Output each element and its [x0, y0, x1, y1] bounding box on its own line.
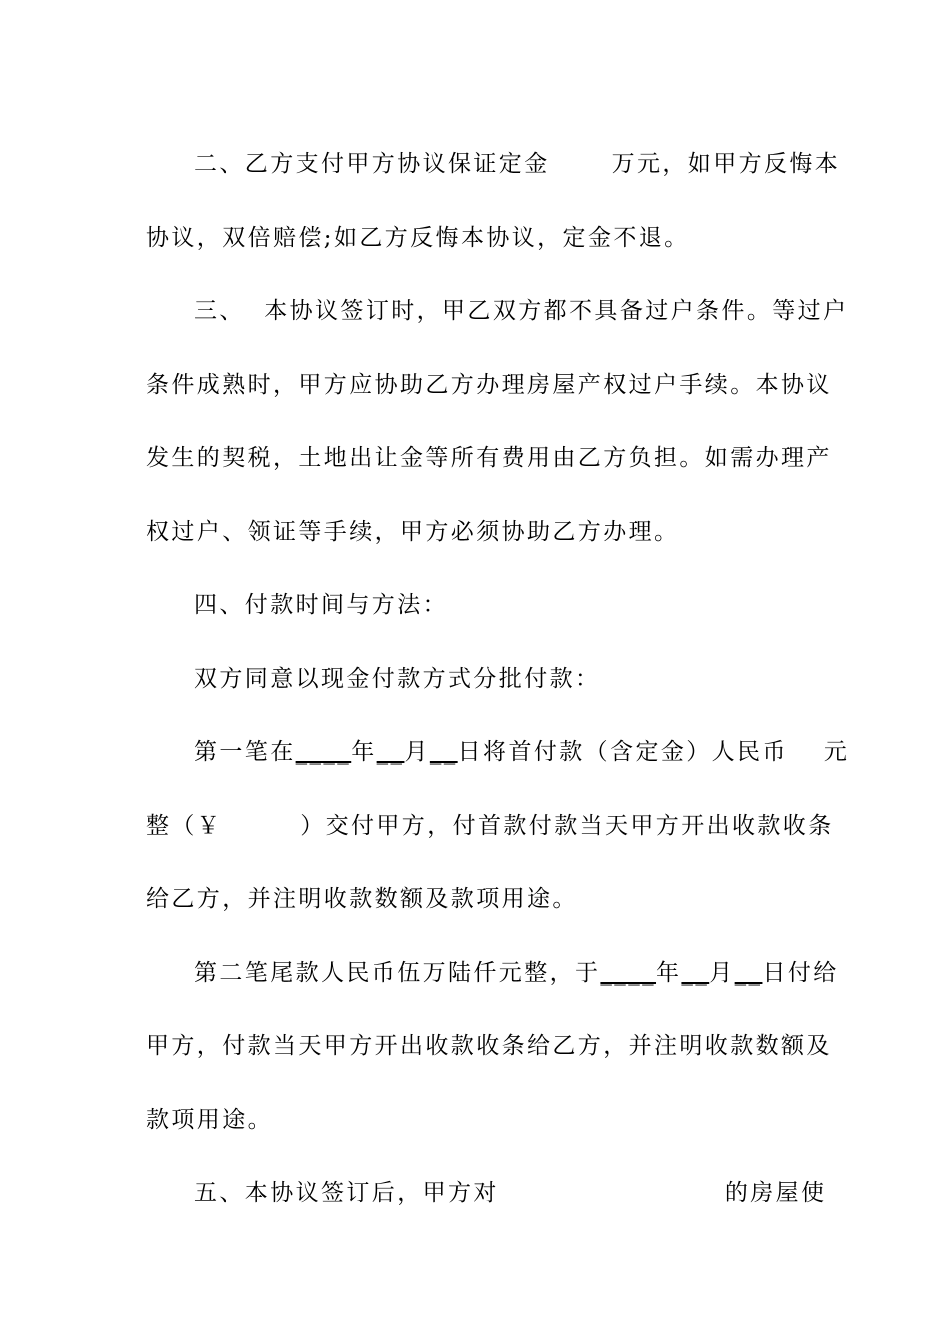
- clause-2: [146, 128, 841, 275]
- blank-month: __: [681, 959, 710, 986]
- blank-year: ____: [600, 959, 657, 986]
- second-payment: [146, 937, 839, 1158]
- clause-3-line-1: 三、 本协议签订时，甲乙双方都不具备过户条件。等过户: [194, 298, 849, 324]
- clause-3: [146, 275, 849, 569]
- second-payment-line-3: 款项用途。: [146, 1106, 273, 1133]
- second-payment-line-1: 第二笔尾款人民币伍万陆仟元整，于____年__月__日付给: [194, 959, 839, 986]
- clause-2-line-2: 协议，双倍赔偿;如乙方反悔本协议，定金不退。: [146, 224, 690, 251]
- clause-5: [146, 1157, 827, 1231]
- clause-2-line-1: 二、乙方支付甲方协议保证定金 万元，如甲方反悔本: [194, 151, 841, 177]
- clause-3-line-3: 发生的契税，土地出让金等所有费用由乙方负担。如需办理产: [146, 445, 832, 471]
- clause-3-line-4: 权过户、领证等手续，甲方必须协助乙方办理。: [146, 518, 680, 545]
- clause-4-intro: 双方同意以现金付款方式分批付款：: [194, 665, 601, 692]
- clause-5-line-1: 五、本协议签订后，甲方对 的房屋使: [194, 1180, 827, 1206]
- clause-4-heading: 四、付款时间与方法：: [194, 592, 448, 618]
- blank-month: __: [376, 739, 405, 765]
- first-payment-line-3: 给乙方，并注明收款数额及款项用途。: [146, 886, 578, 912]
- first-payment-line-1: 第一笔在____年__月__日将首付款（含定金）人民币 元: [194, 739, 850, 765]
- clause-3-line-2: 条件成熟时，甲方应协助乙方办理房屋产权过户手续。本协议: [146, 371, 832, 398]
- blank-year: ____: [295, 739, 352, 765]
- blank-day: __: [734, 959, 763, 986]
- first-payment: [146, 716, 850, 937]
- second-payment-line-2: 甲方，付款当天甲方开出收款收条给乙方，并注明收款数额及: [146, 1033, 832, 1059]
- blank-day: __: [429, 739, 458, 765]
- first-payment-line-2: 整（￥ ）交付甲方，付首款付款当天甲方开出收款收条: [146, 812, 834, 839]
